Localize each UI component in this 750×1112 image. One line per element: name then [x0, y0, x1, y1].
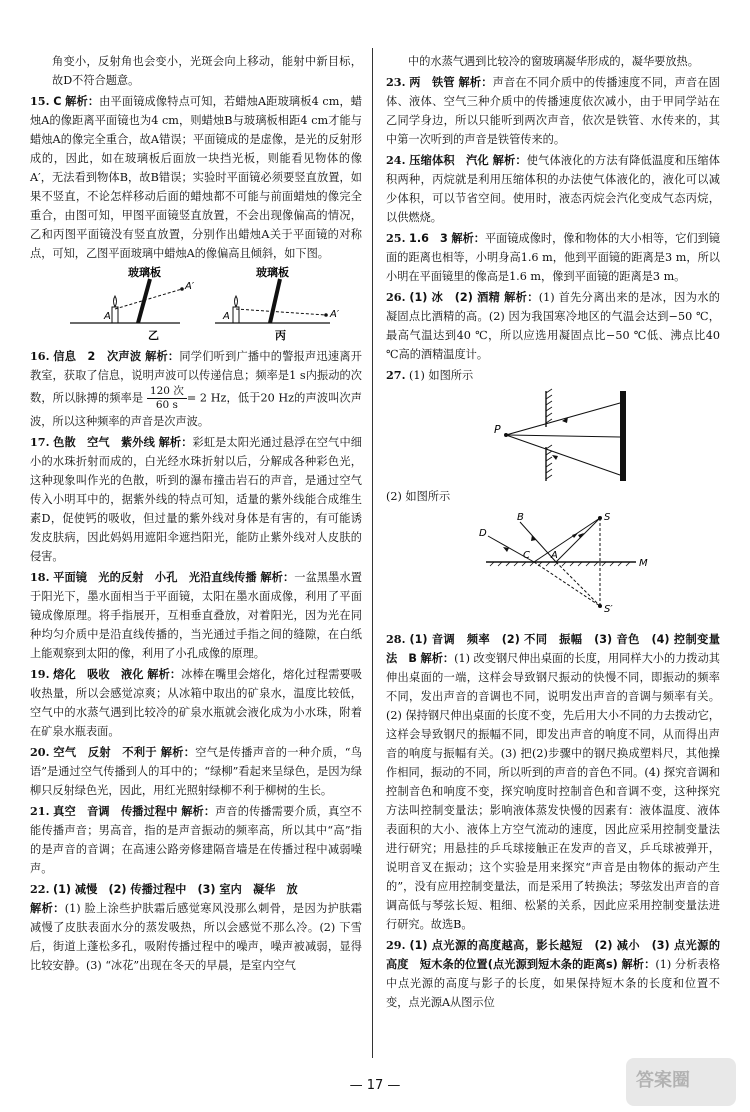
question-25	[386, 229, 720, 286]
q28-number: 28.	[386, 632, 406, 646]
fig2-dash-C-Sp	[534, 562, 600, 606]
q26-number: 26.	[386, 290, 406, 304]
fig1-wall	[620, 391, 626, 481]
q23-explanation: 声音在不同介质中的传播速度不同，声音在固体、液体、空气三种介质中的传播速度依次减小，由于甲同学站在乙同学身边，所以只能听到两次声音，依次是铁管、水传来的，其中第一次听到的声音是铁管传来的。	[386, 76, 720, 146]
fig2-arrows	[503, 533, 584, 552]
q24-explanation: 使气体液化的方法有降低温度和压缩体积两种，丙烷就是利用压缩体积的办法使气体液化的，液化可以减少体积，可以节省空间。使用时，液态丙烷会汽化变成气态丙烷，以供燃烧。	[386, 154, 720, 224]
q19-answer: 熔化 吸收 液化	[53, 668, 144, 681]
column-divider	[372, 48, 373, 1058]
q27-part1-text: (1) 如图所示	[409, 369, 474, 382]
fig1-ray-bottom	[506, 435, 620, 475]
q16-explanation-1: 同学们听到广播中的警报声迅速离开教室，获取了信息，说明声波可以传递信息；频率是1 s内振动的次数，所以脉搏的频率是	[30, 350, 362, 405]
question-24	[386, 151, 720, 227]
fig2-dash-A-Sp	[556, 562, 600, 606]
question-20	[30, 743, 362, 800]
q15-label: 解析：	[65, 95, 100, 108]
q26-answer: (1) 冰 (2) 酒精	[409, 291, 501, 304]
fig1-ray-middle	[506, 435, 620, 437]
q23-number: 23.	[386, 75, 406, 89]
q17-number: 17.	[30, 435, 50, 449]
q16-explanation-2: 2 Hz，低于20 Hz的声波叫次声波，所以这种频率的声音是次声波。	[30, 391, 362, 428]
fig1-hatching	[546, 389, 552, 479]
q20-label: 解析：	[160, 746, 196, 759]
question-18	[30, 568, 362, 663]
fig2-ray-S-C	[534, 518, 600, 562]
question-23	[386, 73, 720, 149]
q17-explanation: 彩虹是太阳光通过悬浮在空气中细小的水珠折射而成的，白光经水珠折射以后，分解成各种彩色光，这种现象叫作光的色散，听到的瀑布撞击岩石的声音，是通过空气传入小明耳中的，据紫外线的特点可知，适量的紫外线能合成维生素D，促使钙的吸收，但过量的紫外线对身体是有害的，有可能诱发皮肤病，因此妈妈用遮阳伞遮挡阳光，能防止紫外线对人皮肤的侵害。	[30, 436, 362, 563]
fig-bing-glass	[270, 279, 280, 323]
q17-label: 解析：	[158, 436, 193, 449]
fig-yi-candle	[112, 307, 118, 323]
q22-number: 22.	[30, 882, 50, 896]
left-column	[30, 52, 362, 977]
q18-number: 18.	[30, 570, 50, 584]
q21-number: 21.	[30, 804, 50, 818]
question-27-part1	[386, 366, 720, 385]
q29-explanation: (1) 分析表格中点光源的高度与影子的长度，如果保持短木条的长度和位置不变，点光源A从图示位	[386, 958, 721, 1009]
q20-number: 20.	[30, 745, 50, 759]
question-17	[30, 433, 362, 566]
q16-label: 解析：	[145, 350, 180, 363]
q29-number: 29.	[386, 938, 406, 952]
q25-label: 解析：	[451, 232, 485, 245]
q16-fraction-denominator: 60 s	[155, 399, 178, 411]
q21-label: 解析：	[181, 805, 216, 818]
watermark-logo	[626, 1058, 736, 1106]
question-15	[30, 92, 362, 263]
fig2-label-D: D	[479, 528, 487, 539]
q29-answer: (1) 点光源的高度越高，影长越短 (2) 减小 (3) 点光源的高度 短木条的位置(点光源到短木条的距离s)	[386, 939, 721, 971]
q16-fraction	[147, 385, 187, 412]
fig2-label-C: C	[523, 550, 530, 561]
fig2-label-Sp: S′	[604, 604, 613, 615]
fig-yi-Ap: A′	[185, 281, 195, 292]
question-21	[30, 802, 362, 878]
q20-answer: 空气 反射 不利于	[53, 746, 157, 759]
q24-number: 24.	[386, 153, 406, 167]
question-28	[386, 630, 720, 934]
question-19	[30, 665, 362, 741]
q18-label: 解析：	[260, 571, 295, 584]
page-number: — 17 —	[349, 1078, 401, 1093]
q22-explanation: (1) 脸上涂些护肤霜后感觉寒风没那么刺骨，是因为护肤霜减慢了皮肤表面水分的蒸发吸热，所以会感觉不那么冷。(2) 下雪后，街道上蓬松多孔，吸附传播过程中的噪声，噪声被减弱，显得比较安静。(3) “冰花”出现在冬天的早晨，是室内空气	[30, 902, 362, 972]
q24-answer: 压缩体积 汽化	[409, 154, 489, 167]
q23-label: 解析：	[458, 76, 493, 89]
question-22	[30, 880, 362, 975]
fig-yi-flame	[114, 296, 117, 307]
q23-answer: 两 铁管	[409, 76, 455, 89]
q28-explanation: (1) 改变钢尺伸出桌面的长度，用同样大小的力拨动其伸出桌面的一端，这样会导致钢尺振动的快慢不同，即振动的频率不同，发出声音的音调也不同，说明发出声音的音调与频率有关。(2) 保持钢尺伸出桌面的长度不变，先后用大小不同的力去拨动它，这样会导致钢尺的振幅不同，即发出声音的响度不同，从而得出声音的响度与振幅有关。(3) 把(2)步骤中的钢尺换成塑料尺，其他操作相同，振动的不同，所以听到的声音的音色不同。(4) 探究音调和控制音色和响度不变，探究响度时控制音色和音调不变，这种探究方法叫控制变量法；影响液体蒸发快慢的因素有：液体温度、液体表面积的大小、液体上方空气流动的速度，因此应采用控制变量法进行研究；用悬挂的乒乓球接触正在发声的音叉，乒乓球被弹开，说明音叉在振动；这个实验是用来探究“声音是由物体的振动产生的”，没有应用控制变量法，而是采用了转换法；琴弦发出声音的音调高低与琴弦长短、粗细、松紧的关系，因此应采用控制变量法进行研究。故选B。	[386, 652, 720, 931]
q29-label: 解析：	[621, 958, 656, 971]
q24-label: 解析：	[492, 154, 527, 167]
q22-answer: (1) 减慢 (2) 传播过程中 (3) 室内 凝华 放	[53, 883, 298, 896]
q17-answer: 色散 空气 紫外线	[53, 436, 155, 449]
fig2-label-B: B	[517, 512, 524, 523]
q15-figure	[30, 265, 362, 343]
question-29	[386, 936, 720, 1012]
fig1-label-P: P	[494, 423, 501, 436]
q16-fraction-numerator: 120 次	[147, 385, 187, 399]
q16-equals: =	[186, 391, 197, 405]
fig-yi-caption: 乙	[148, 329, 159, 342]
q27-number: 27.	[386, 368, 406, 382]
fig-yi-image-point	[180, 287, 184, 291]
q16-number: 16.	[30, 349, 50, 363]
fig-bing-caption: 丙	[275, 329, 286, 342]
fig-bing-dashline	[236, 309, 326, 315]
q20-explanation: 空气是传播声音的一种介质，“鸟语”是通过空气传播到人的耳中的；“绿柳”看起来呈绿色，是因为绿柳只反射绿色光，因此，用红光照射绿柳不利于柳树的生长。	[30, 746, 362, 797]
watermark-text: 答案圈	[636, 1070, 690, 1091]
q27-figure-2	[386, 508, 720, 626]
q21-answer: 真空 音调 传播过程中	[53, 805, 178, 818]
fig2-label-M: M	[639, 558, 648, 569]
q19-number: 19.	[30, 667, 50, 681]
fig-bing-board-label: 玻璃板	[256, 266, 289, 279]
q15-explanation: 由平面镜成像特点可知，若蜡烛A距玻璃板4 cm，蜡烛A的像距离平面镜也为4 cm，则蜡烛B与玻璃板相距4 cm才能与蜡烛A的像完全重合，故A错误；平面镜成的是虚像，是光的反射形成的，因此，如在玻璃板后面放一块挡光板，则能看见物体的像A′，无法看到物体B，故B错误；实验时平面镜必须要竖直放置，如果不竖直，不论怎样移动后面的蜡烛都不可能与前面蜡烛的像完全重合，由图可知，甲图平面镜竖直放置，不会出现像偏高的情况，乙和丙图平面镜没有竖直放置，分别作出蜡烛A关于平面镜的对称点，可知，乙图平面玻璃中蜡烛A的像偏高且倾斜，如下图。	[30, 95, 362, 260]
right-column	[386, 52, 720, 1014]
q18-explanation: 一盆黑墨水置于阳光下，墨水面相当于平面镜，太阳在墨水面成像，利用了平面镜成像原理。将手指展开，互相垂直叠放，对着阳光，因为光在同种均匀介质中是沿直线传播的，当光通过手指之间的缝隙，在白纸上能观察到太阳的像，利用了小孔成像的原理。	[30, 571, 362, 660]
q26-explanation: (1) 首先分离出来的是冰，因为水的凝固点比酒精的高。(2) 因为我国寒冷地区的气温会达到−50 ℃，最高气温达到40 ℃，所以应选用凝固点比−50 ℃低、沸点比40 ℃高的酒精温度计。	[386, 291, 720, 361]
q18-answer: 平面镜 光的反射 小孔 光沿直线传播	[53, 571, 257, 584]
fig2-ray-S-A	[556, 518, 600, 562]
fig-yi-A: A	[104, 311, 111, 322]
q16-answer: 信息 2 次声波	[53, 350, 142, 363]
q25-number: 25.	[386, 231, 406, 245]
fig-bing-Ap: A′	[330, 309, 340, 320]
fig2-label-A: A	[551, 550, 558, 561]
fig-bing-A: A	[223, 311, 230, 322]
q28-answer: (1) 音调 频率 (2) 不同 振幅 (3) 音色 (4) 控制变量法 B	[386, 633, 720, 665]
fig-yi-board-label: 玻璃板	[128, 266, 161, 279]
intro-text: 角变小，反射角也会变小，光斑会向上移动，能射中新目标，故D不符合题意。	[52, 55, 362, 87]
fig2-label-S: S	[604, 512, 611, 523]
q25-explanation: 平面镜成像时，像和物体的大小相等，它们到镜面的距离也相等，小明身高1.6 m，他到平面镜的距离是3 m，所以小明在平面镜里的像高是1.6 m，像到平面镜的距离是3 m。	[386, 232, 720, 283]
question-26	[386, 288, 720, 364]
continued-text: 中的水蒸气遇到比较冷的窗玻璃凝华形成的，凝华要放热。	[408, 55, 699, 68]
q28-label: 解析：	[420, 652, 455, 665]
q19-label: 解析：	[147, 668, 182, 681]
fig-yi-glass	[138, 279, 150, 323]
question-27-part2: (2) 如图所示	[386, 490, 451, 503]
q21-explanation: 声音的传播需要介质，真空不能传播声音；男高音，指的是声音振动的频率高，所以其中“高”指的是声音的音调；在高速公路旁修建隔音墙是在传播过程中减弱噪声。	[30, 805, 362, 875]
q26-label: 解析：	[504, 291, 539, 304]
q19-explanation: 冰棒在嘴里会熔化，熔化过程需要吸收热量，所以会感觉凉爽；从冰箱中取出的矿泉水，温度比较低，空气中的水蒸气遇到比较冷的矿泉水瓶就会液化成为小水珠，附着在矿泉水瓶表面。	[30, 668, 362, 738]
fig2-point-Sp	[598, 604, 602, 608]
q15-number: 15.	[30, 94, 50, 108]
q22-label: 解析：	[30, 902, 65, 915]
question-16	[30, 347, 362, 431]
q15-answer: C	[53, 95, 62, 108]
fig-bing-image-point	[324, 313, 328, 317]
q25-answer: 1.6 3	[409, 232, 448, 245]
fig1-ray-top	[506, 403, 620, 435]
fig-bing-flame	[235, 296, 238, 307]
q27-figure-1	[386, 387, 720, 483]
